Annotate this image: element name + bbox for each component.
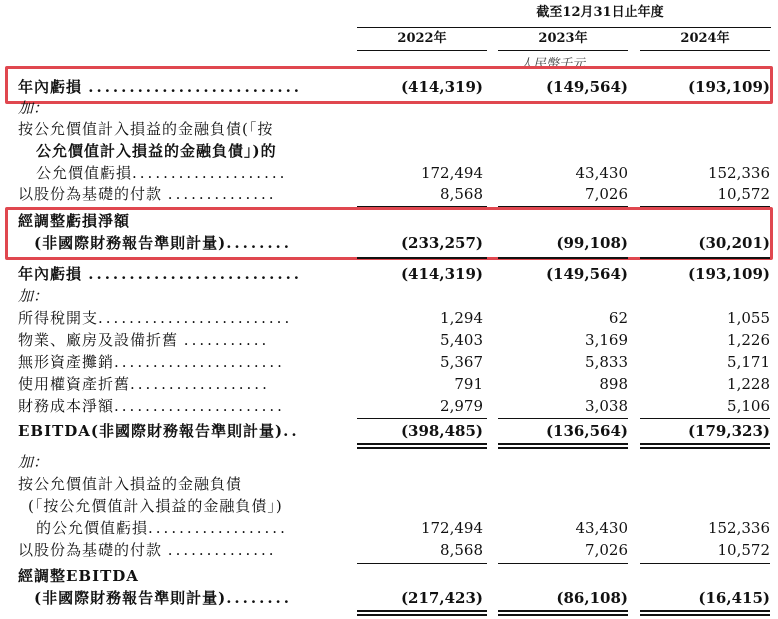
row-fvtpl-2-2022: 172,494 <box>420 519 483 537</box>
subtotal-rule-2-2023 <box>498 418 628 419</box>
row-fvtpl-line1: 按公允價值計入損益的金融負債(「按 <box>18 120 274 138</box>
row-share-based-payment-label: 以股份為基礎的付款 .............. <box>18 185 277 203</box>
row-ppe-depreciation-label: 物業、廠房及設備折舊 ........... <box>18 331 270 349</box>
row-share-based-payment-2023: 7,026 <box>585 185 628 203</box>
year-underline-2023 <box>498 50 628 51</box>
double-rule-2a-2022 <box>357 443 487 445</box>
row-share-based-payment-2-label: 以股份為基礎的付款 .............. <box>18 541 277 559</box>
row-adjusted-net-loss-sub: (非國際財務報告準則計量)........ <box>34 234 292 252</box>
double-rule-3a-2024 <box>640 610 770 612</box>
subtotal-rule-1-2022 <box>357 206 487 207</box>
row-adjusted-ebitda-2024: (16,415) <box>698 589 770 607</box>
row-ppe-depreciation-2024: 1,226 <box>727 331 770 349</box>
double-rule-3b-2023 <box>498 614 628 616</box>
double-rule-2b-2022 <box>357 447 487 449</box>
row-share-based-payment-2-2024: 10,572 <box>717 541 770 559</box>
row-adjusted-ebitda-sub: (非國際財務報告準則計量)........ <box>34 589 292 607</box>
double-rule-2a-2023 <box>498 443 628 445</box>
row-adjusted-ebitda-2023: (86,108) <box>556 589 628 607</box>
year-header-2024: 2024年 <box>680 31 730 46</box>
row-ebitda-label: EBITDA(非國際財務報告準則計量).. <box>18 422 300 440</box>
double-rule-3b-2024 <box>640 614 770 616</box>
subtotal-rule-2-2024 <box>640 418 770 419</box>
row-finance-cost-label: 財務成本淨額...................... <box>18 397 285 415</box>
row-finance-cost-2024: 5,106 <box>727 397 770 415</box>
subtotal-rule-2-2022 <box>357 418 487 419</box>
row-loss-for-year-2022: (414,319) <box>400 78 483 96</box>
row-add-2-label: 加： <box>18 287 49 305</box>
row-ebitda-2022: (398,485) <box>400 422 483 440</box>
double-rule-1-2022 <box>357 257 487 259</box>
double-rule-2b-2024 <box>640 447 770 449</box>
row-rou-depreciation-label: 使用權資產折舊.................. <box>18 375 270 393</box>
unit-label: 人民幣千元 <box>520 57 586 72</box>
row-ebitda-2024: (179,323) <box>687 422 770 440</box>
row-ppe-depreciation-2022: 5,403 <box>440 331 483 349</box>
subtotal-rule-3-2023 <box>498 563 628 564</box>
row-share-based-payment-2-2022: 8,568 <box>440 541 483 559</box>
double-rule-1-2023 <box>498 257 628 259</box>
row-rou-depreciation-2024: 1,228 <box>727 375 770 393</box>
row-rou-depreciation-2023: 898 <box>599 375 628 393</box>
double-rule-3b-2022 <box>357 614 487 616</box>
subtotal-rule-3-2022 <box>357 563 487 564</box>
row-income-tax-2022: 1,294 <box>440 309 483 327</box>
header-rule <box>357 27 771 28</box>
subtotal-rule-1-2023 <box>498 206 628 207</box>
row-loss-for-year-2-label: 年內虧損 .......................... <box>18 265 303 283</box>
double-rule-3a-2022 <box>357 610 487 612</box>
row-amortization-label: 無形資產攤銷...................... <box>18 353 285 371</box>
row-fvtpl-2024: 152,336 <box>707 164 770 182</box>
year-underline-2022 <box>357 50 487 51</box>
row-loss-for-year-2024: (193,109) <box>687 78 770 96</box>
row-share-based-payment-2022: 8,568 <box>440 185 483 203</box>
row-fvtpl-2-line3: 的公允價值虧損.................. <box>36 519 288 537</box>
row-loss-for-year-2-2024: (193,109) <box>687 265 770 283</box>
row-fvtpl-2023: 43,430 <box>575 164 628 182</box>
double-rule-2a-2024 <box>640 443 770 445</box>
subtotal-rule-1-2024 <box>640 206 770 207</box>
double-rule-3a-2023 <box>498 610 628 612</box>
row-adjusted-net-loss-2023: (99,108) <box>556 234 628 252</box>
row-finance-cost-2022: 2,979 <box>440 397 483 415</box>
subtotal-rule-3-2024 <box>640 563 770 564</box>
row-adjusted-ebitda-label: 經調整EBITDA <box>18 567 139 585</box>
row-income-tax-2024: 1,055 <box>727 309 770 327</box>
row-adjusted-net-loss-label: 經調整虧損淨額 <box>18 212 131 230</box>
year-header-2022: 2022年 <box>397 31 447 46</box>
row-income-tax-2023: 62 <box>608 309 628 327</box>
row-finance-cost-2023: 3,038 <box>585 397 628 415</box>
row-fvtpl-2-2023: 43,430 <box>575 519 628 537</box>
row-fvtpl-line2: 公允價值計入損益的金融負債」)的 <box>36 142 277 160</box>
row-loss-for-year-2-2023: (149,564) <box>545 265 628 283</box>
period-title: 截至12月31日止年度 <box>536 5 664 20</box>
row-share-based-payment-2-2023: 7,026 <box>585 541 628 559</box>
row-add-3-label: 加： <box>18 453 49 471</box>
row-adjusted-net-loss-2024: (30,201) <box>698 234 770 252</box>
row-fvtpl-line3: 公允價值虧損.................... <box>36 164 288 182</box>
row-loss-for-year-2-2022: (414,319) <box>400 265 483 283</box>
year-underline-2024 <box>640 50 770 51</box>
row-fvtpl-2-line2: (「按公允價值計入損益的金融負債」) <box>28 497 283 515</box>
row-amortization-2023: 5,833 <box>585 353 628 371</box>
row-amortization-2022: 5,367 <box>440 353 483 371</box>
row-income-tax-label: 所得稅開支......................... <box>18 309 293 327</box>
row-loss-for-year-label: 年內虧損 .......................... <box>18 78 303 96</box>
row-fvtpl-2022: 172,494 <box>420 164 483 182</box>
row-add-label: 加： <box>18 99 49 117</box>
double-rule-2b-2023 <box>498 447 628 449</box>
row-ebitda-2023: (136,564) <box>545 422 628 440</box>
double-rule-1-2024 <box>640 257 770 259</box>
year-header-2023: 2023年 <box>538 31 588 46</box>
row-share-based-payment-2024: 10,572 <box>717 185 770 203</box>
row-fvtpl-2-line1: 按公允價值計入損益的金融負債 <box>18 475 243 493</box>
row-adjusted-net-loss-2022: (233,257) <box>400 234 483 252</box>
row-amortization-2024: 5,171 <box>727 353 770 371</box>
row-ppe-depreciation-2023: 3,169 <box>585 331 628 349</box>
row-adjusted-ebitda-2022: (217,423) <box>400 589 483 607</box>
row-fvtpl-2-2024: 152,336 <box>707 519 770 537</box>
row-rou-depreciation-2022: 791 <box>454 375 483 393</box>
row-loss-for-year-2023: (149,564) <box>545 78 628 96</box>
